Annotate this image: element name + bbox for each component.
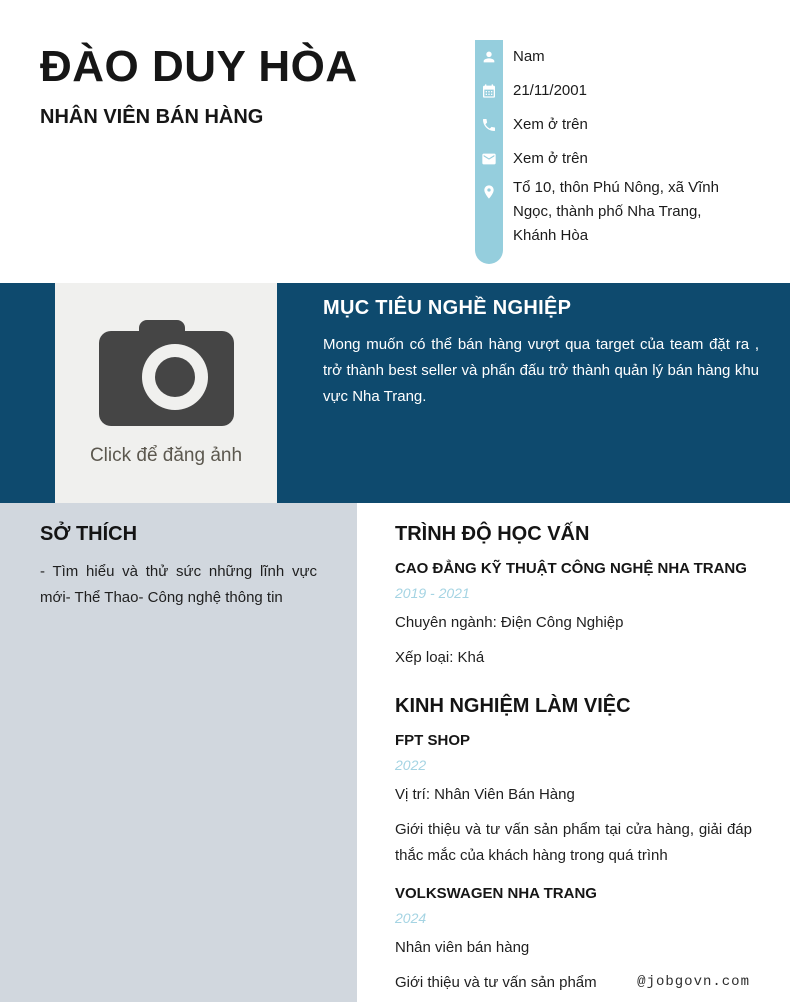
calendar-icon [475,83,503,99]
info-row-email [475,142,775,176]
gender-value: Nam [513,48,545,65]
birthdate-value: 21/11/2001 [513,82,587,99]
education-entry [395,560,752,671]
info-row-phone [475,108,775,142]
mail-icon [475,151,503,167]
experience-entry [395,732,752,869]
experience-line: Vị trí: Nhân Viên Bán Hàng [395,786,575,803]
hobbies-column [0,503,357,1002]
photo-upload-label: Click để đăng ảnh [89,444,243,466]
education-period: 2019 - 2021 [395,585,470,601]
main-column [357,503,790,1002]
phone-icon [475,117,503,133]
experience-period: 2024 [395,910,427,926]
experience-period: 2022 [395,757,427,773]
experience-line: Giới thiệu và tư vấn sản phẩm [395,974,597,991]
education-line: Chuyên ngành: Điện Công Nghiệp [395,614,624,631]
hobbies-body: - Tìm hiểu và thử sức những lĩnh vực mới- Thể Thao- Công nghệ thông tin [40,563,317,606]
school-name: CAO ĐẲNG KỸ THUẬT CÔNG NGHỆ NHA TRANG [395,560,747,577]
objective-section [323,297,759,410]
info-row-address [475,176,775,248]
phone-value: Xem ở trên [513,116,588,133]
person-icon [475,49,503,65]
experience-line: Nhân viên bán hàng [395,939,530,956]
hobbies-heading: SỞ THÍCH [40,523,138,545]
photo-upload[interactable] [55,283,277,503]
education-heading: TRÌNH ĐỘ HỌC VẤN [395,523,590,545]
objective-body: Mong muốn có thể bán hàng vượt qua target của team đặt ra , trở thành best seller và phấn đấu trở thành quản lý bán hàng khu vực Nha Trang. [323,336,759,405]
objective-band [0,283,790,503]
page-title: ĐÀO DUY HÒA [40,42,358,91]
experience-heading: KINH NGHIỆM LÀM VIỆC [395,695,631,717]
site-watermark: @jobgovn.com [637,974,750,990]
company-name: FPT SHOP [395,732,471,749]
section-spacer [395,671,752,695]
info-row-birthdate [475,74,775,108]
company-name: VOLKSWAGEN NHA TRANG [395,885,597,902]
education-line: Xếp loại: Khá [395,649,485,666]
objective-heading: MỤC TIÊU NGHỀ NGHIỆP [323,297,572,319]
location-icon [475,184,503,200]
email-value: Xem ở trên [513,150,588,167]
contact-info [475,40,775,248]
job-title: NHÂN VIÊN BÁN HÀNG [40,106,264,128]
info-row-gender [475,40,775,74]
address-value: Tổ 10, thôn Phú Nông, xã Vĩnh Ngọc, thành phố Nha Trang, Khánh Hòa [513,179,719,244]
experience-line: Giới thiệu và tư vấn sản phẩm tại cửa hàng, giải đáp thắc mắc của khách hàng trong quá trình [395,821,752,864]
camera-icon [99,320,234,431]
